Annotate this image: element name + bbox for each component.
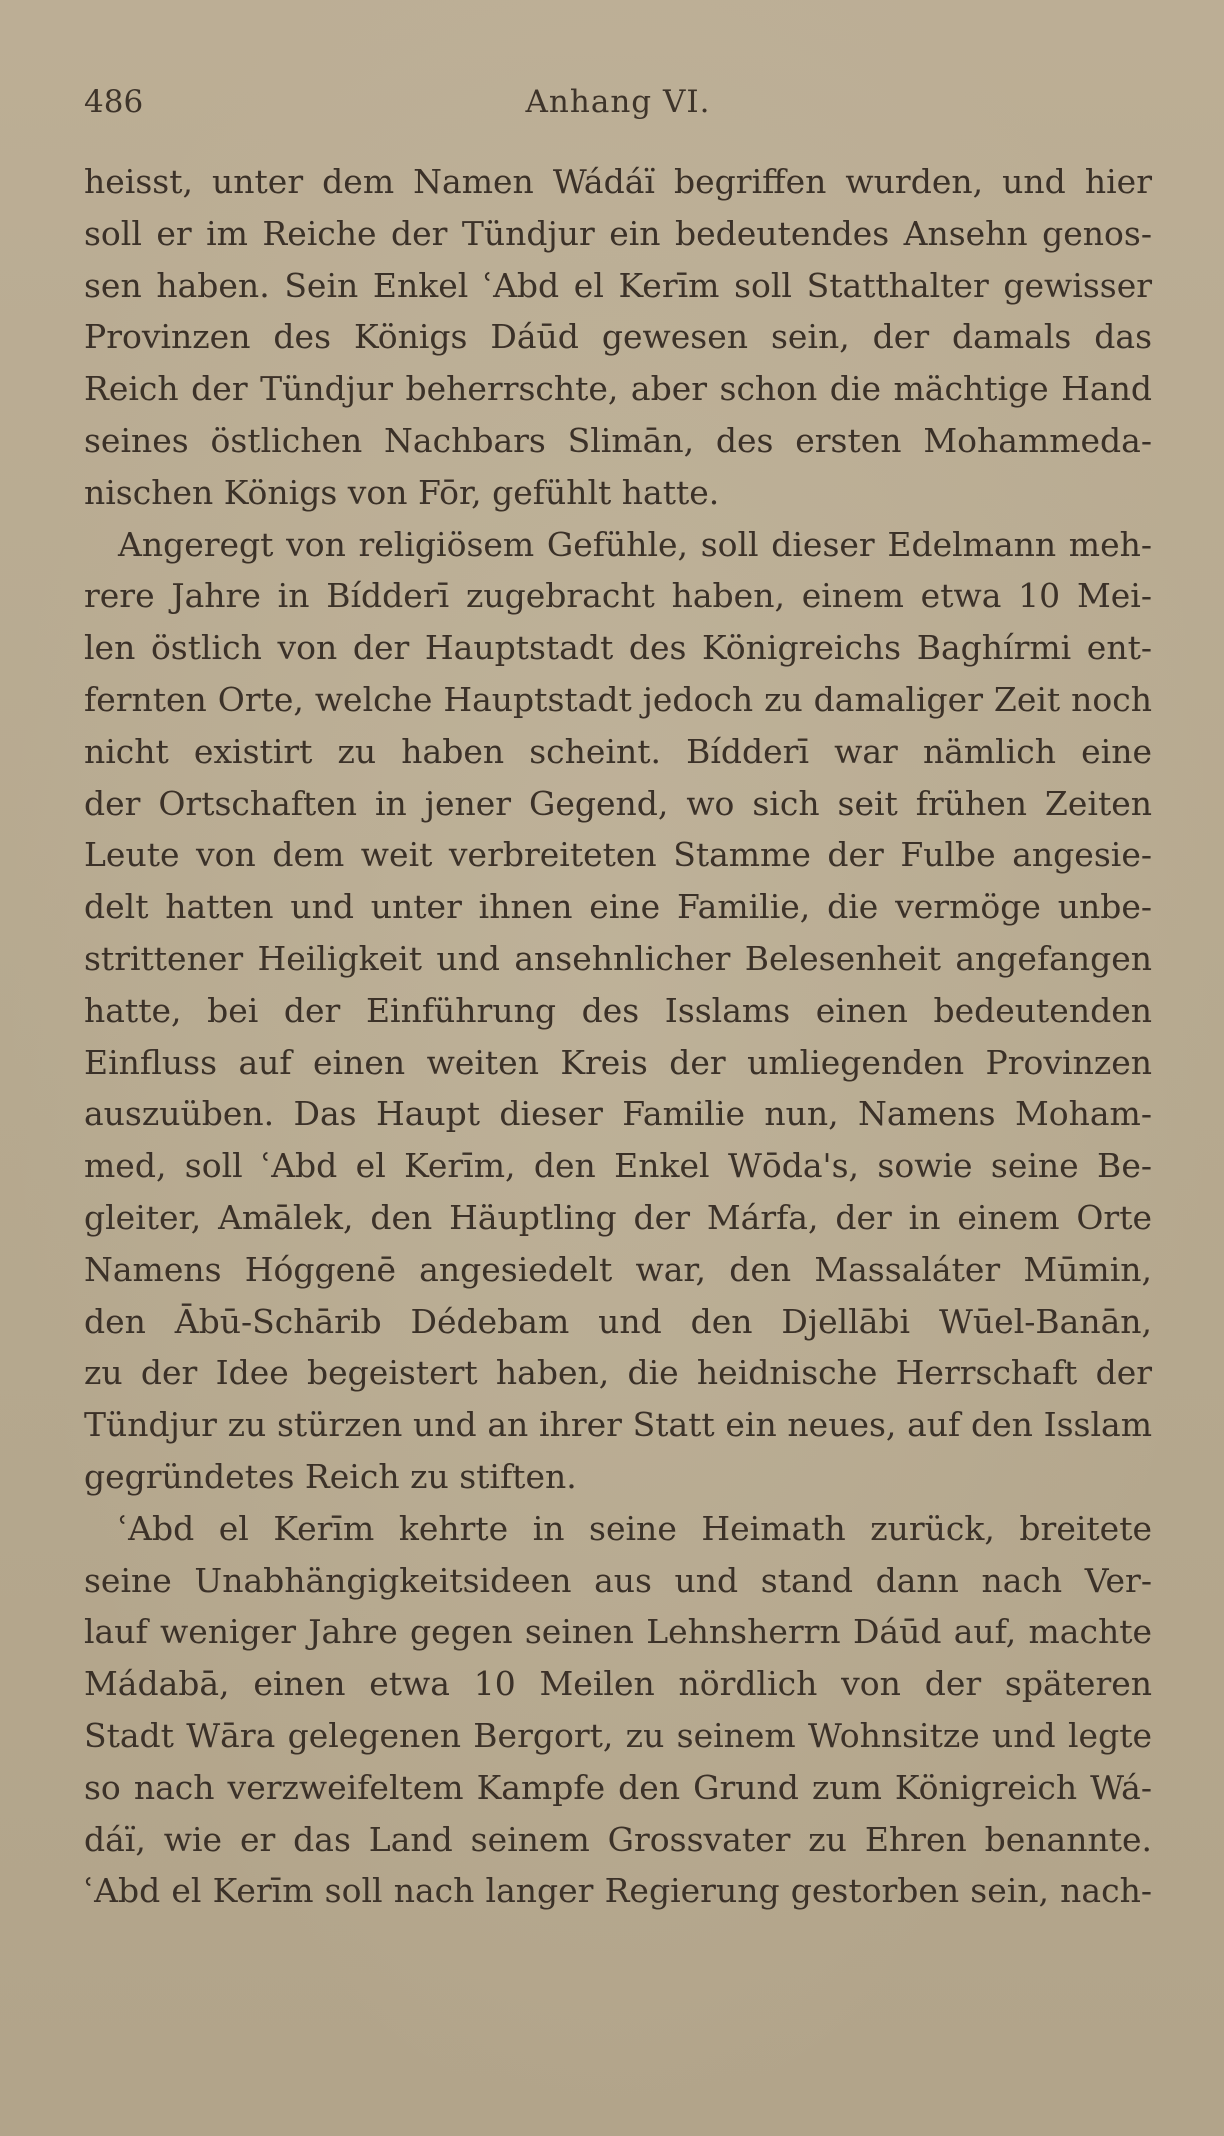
text-line: Reich der Tündjur beherrschte, aber schon die mächtige Hand — [84, 369, 1152, 409]
text-line: zu der Idee begeistert haben, die heidnische Herrschaft der — [84, 1353, 1152, 1393]
text-line: Angeregt von religiösem Gefühle, soll dieser Edelmann meh- — [118, 524, 1152, 564]
text-line: Tündjur zu stürzen und an ihrer Statt ein neues, auf den Isslam — [84, 1405, 1152, 1445]
text-line: seines östlichen Nachbars Slimān, des ersten Mohammeda- — [84, 420, 1152, 460]
page-number: 486 — [84, 84, 144, 120]
text-line: Einfluss auf einen weiten Kreis der umliegenden Provinzen — [84, 1042, 1152, 1082]
text-line: rere Jahre in Bídderī zugebracht haben, einem etwa 10 Mei- — [84, 576, 1152, 616]
text-line: gegründetes Reich zu stiften. — [84, 1456, 577, 1496]
text-line: med, soll ʿAbd el Kerīm, den Enkel Wōda's, sowie seine Be- — [84, 1146, 1152, 1186]
text-line: delt hatten und unter ihnen eine Familie, die vermöge unbe- — [84, 887, 1152, 927]
text-line: Leute von dem weit verbreiteten Stamme der Fulbe angesie- — [84, 835, 1152, 875]
text-line: nischen Königs von Fōr, gefühlt hatte. — [84, 472, 720, 512]
text-line: der Ortschaften in jener Gegend, wo sich seit frühen Zeiten — [84, 783, 1152, 823]
text-line: soll er im Reiche der Tündjur ein bedeutendes Ansehn genos- — [84, 213, 1152, 253]
text-line: len östlich von der Hauptstadt des Königreichs Baghírmi ent- — [84, 628, 1152, 668]
text-line: Stadt Wāra gelegenen Bergort, zu seinem Wohnsitze und legte — [84, 1715, 1152, 1755]
body-text — [84, 156, 1152, 1917]
text-line: strittener Heiligkeit und ansehnlicher Belesenheit angefangen — [84, 938, 1152, 978]
text-line: auszuüben. Das Haupt dieser Familie nun, Namens Moham- — [84, 1094, 1152, 1134]
text-line: lauf weniger Jahre gegen seinen Lehnsherrn Dáūd auf, machte — [84, 1612, 1152, 1652]
text-line: heisst, unter dem Namen Wádáï begriffen wurden, und hier — [84, 162, 1152, 201]
text-line: so nach verzweifeltem Kampfe den Grund zum Königreich Wá- — [84, 1767, 1152, 1807]
page-header — [84, 84, 1152, 128]
text-line: den Ābū-Schārib Dédebam und den Djellābi Wūel-Banān, — [84, 1301, 1152, 1341]
text-line: ʿAbd el Kerīm kehrte in seine Heimath zurück, breitete — [118, 1508, 1152, 1548]
text-line: ʿAbd el Kerīm soll nach langer Regierung gestorben sein, nach- — [84, 1871, 1152, 1911]
running-head: Anhang VI. — [525, 84, 711, 120]
text-line: seine Unabhängigkeitsideen aus und stand dann nach Ver- — [84, 1560, 1152, 1600]
text-line: Provinzen des Königs Dáūd gewesen sein, der damals das — [84, 317, 1152, 357]
text-line: sen haben. Sein Enkel ʿAbd el Kerīm soll Statthalter gewisser — [84, 265, 1152, 305]
text-line: dáï, wie er das Land seinem Grossvater zu Ehren benannte. — [84, 1819, 1152, 1859]
text-line: hatte, bei der Einführung des Isslams einen bedeutenden — [84, 990, 1152, 1030]
text-line: fernten Orte, welche Hauptstadt jedoch zu damaliger Zeit noch — [84, 679, 1152, 719]
text-line: gleiter, Amālek, den Häuptling der Márfa, der in einem Orte — [84, 1197, 1152, 1237]
text-line: Namens Hóggenē angesiedelt war, den Massaláter Mūmin, — [84, 1249, 1152, 1289]
text-line: Mádabā, einen etwa 10 Meilen nördlich von der späteren — [84, 1664, 1152, 1704]
text-line: nicht existirt zu haben scheint. Bídderī war nämlich eine — [84, 731, 1152, 771]
